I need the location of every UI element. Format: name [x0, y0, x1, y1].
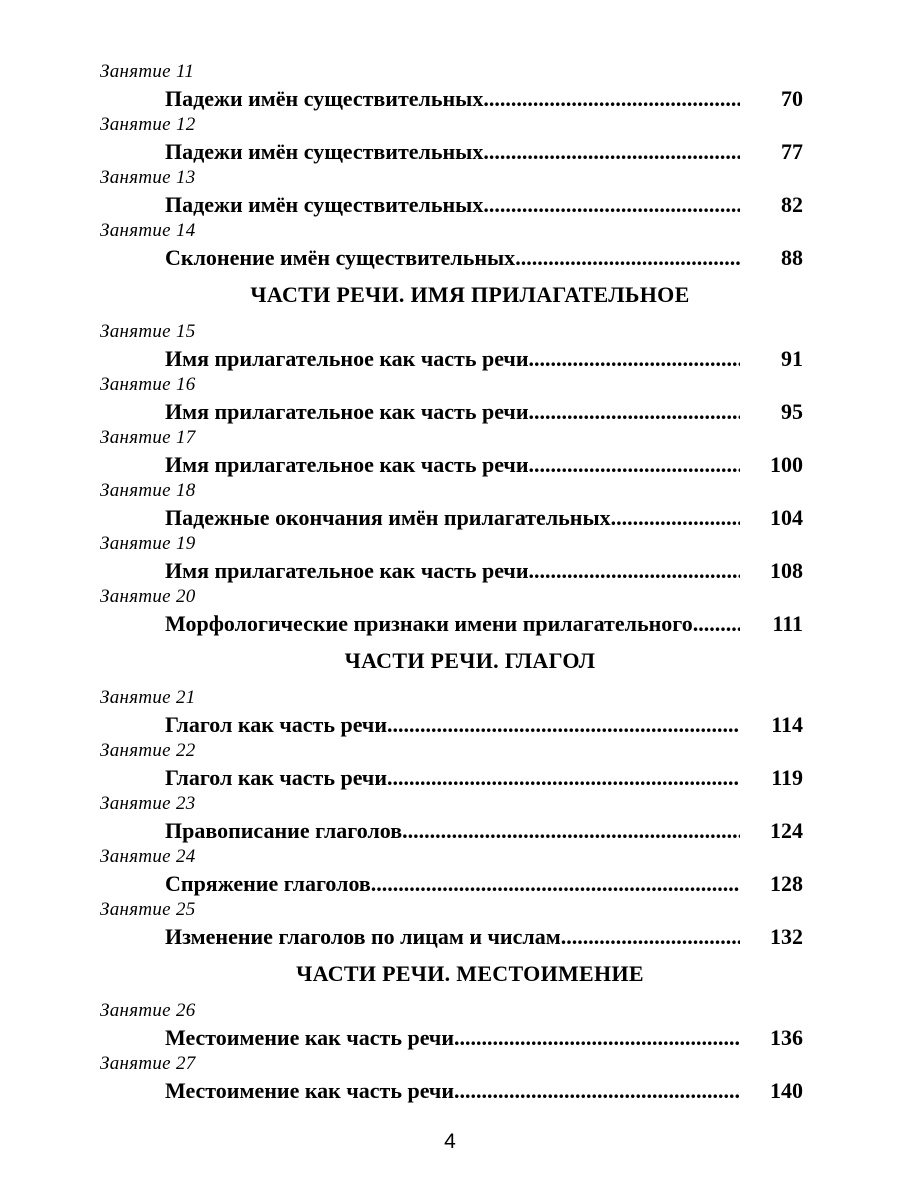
- toc-entry-page: 124: [770, 818, 803, 843]
- lesson-label: Занятие 23: [100, 793, 196, 814]
- toc-entry: [0, 397, 900, 426]
- toc-entry: [0, 190, 900, 219]
- lesson-label: Занятие 21: [100, 687, 196, 708]
- lesson-label: Занятие 26: [100, 1000, 196, 1021]
- toc-entry-page: 95: [781, 399, 803, 424]
- toc-entry-page: 114: [771, 712, 803, 737]
- toc-entry-page: 88: [781, 245, 803, 270]
- section-heading: ЧАСТИ РЕЧИ. МЕСТОИМЕНИЕ: [296, 961, 644, 986]
- toc-entry-title: Изменение глаголов по лицам и числам .....: [165, 922, 740, 951]
- toc-entry-page: 111: [772, 611, 803, 636]
- toc-entry-title: Падежные окончания имён прилагательных .....: [165, 503, 740, 532]
- toc-entry: [0, 763, 900, 792]
- toc-entry: [0, 450, 900, 479]
- toc-entry-page: 136: [770, 1025, 803, 1050]
- lesson-label: Занятие 20: [100, 586, 196, 607]
- lesson-label: Занятие 11: [100, 61, 195, 82]
- toc-entry: [0, 137, 900, 166]
- section-heading: ЧАСТИ РЕЧИ. ГЛАГОЛ: [344, 648, 596, 673]
- toc-entry: [0, 243, 900, 272]
- toc-entry: [0, 869, 900, 898]
- toc-entry: [0, 503, 900, 532]
- toc-entry-title: Падежи имён существительных .....: [165, 190, 740, 219]
- toc-entry: [0, 710, 900, 739]
- toc-entry-title: Имя прилагательное как часть речи .....: [165, 344, 740, 373]
- toc-entry-page: 140: [770, 1078, 803, 1103]
- toc-entry-page: 77: [781, 139, 803, 164]
- lesson-label: Занятие 15: [100, 321, 196, 342]
- toc-entry-page: 132: [770, 924, 803, 949]
- toc-entry-page: 128: [770, 871, 803, 896]
- toc-entry-title: Имя прилагательное как часть речи .....: [165, 397, 740, 426]
- toc-entry: [0, 84, 900, 113]
- lesson-label: Занятие 19: [100, 533, 196, 554]
- toc-entry-page: 91: [781, 346, 803, 371]
- lesson-label: Занятие 27: [100, 1053, 196, 1074]
- toc-entry-title: Правописание глаголов .....: [165, 816, 740, 845]
- toc-entry-title: Местоимение как часть речи .....: [165, 1076, 740, 1105]
- toc-entry: [0, 344, 900, 373]
- toc-entry: [0, 556, 900, 585]
- lesson-label: Занятие 25: [100, 899, 196, 920]
- toc-entry-page: 70: [781, 86, 803, 111]
- page-number: 4: [444, 1130, 456, 1153]
- toc-entry: [0, 816, 900, 845]
- toc-entry: [0, 1076, 900, 1105]
- toc-entry-page: 119: [771, 765, 803, 790]
- toc-entry-title: Падежи имён существительных .....: [165, 137, 740, 166]
- table-of-contents: [0, 60, 900, 1105]
- lesson-label: Занятие 16: [100, 374, 196, 395]
- toc-entry-page: 82: [781, 192, 803, 217]
- toc-entry: [0, 1023, 900, 1052]
- toc-entry-title: Морфологические признаки имени прилагательного .....: [165, 609, 740, 638]
- toc-entry-title: Глагол как часть речи .....: [165, 710, 740, 739]
- toc-entry-title: Местоимение как часть речи .....: [165, 1023, 740, 1052]
- toc-entry-page: 108: [770, 558, 803, 583]
- lesson-label: Занятие 17: [100, 427, 196, 448]
- lesson-label: Занятие 14: [100, 220, 196, 241]
- lesson-label: Занятие 13: [100, 167, 196, 188]
- toc-entry-title: Имя прилагательное как часть речи .....: [165, 450, 740, 479]
- toc-entry-title: Глагол как часть речи .....: [165, 763, 740, 792]
- toc-entry-title: Падежи имён существительных .....: [165, 84, 740, 113]
- lesson-label: Занятие 22: [100, 740, 196, 761]
- toc-entry: [0, 609, 900, 638]
- toc-entry-page: 100: [770, 452, 803, 477]
- section-heading: ЧАСТИ РЕЧИ. ИМЯ ПРИЛАГАТЕЛЬНОЕ: [250, 282, 690, 307]
- toc-entry-title: Имя прилагательное как часть речи .....: [165, 556, 740, 585]
- toc-entry: [0, 922, 900, 951]
- toc-entry-page: 104: [770, 505, 803, 530]
- lesson-label: Занятие 12: [100, 114, 196, 135]
- lesson-label: Занятие 24: [100, 846, 196, 867]
- toc-entry-title: Склонение имён существительных .....: [165, 243, 740, 272]
- toc-entry-title: Спряжение глаголов .....: [165, 869, 740, 898]
- lesson-label: Занятие 18: [100, 480, 196, 501]
